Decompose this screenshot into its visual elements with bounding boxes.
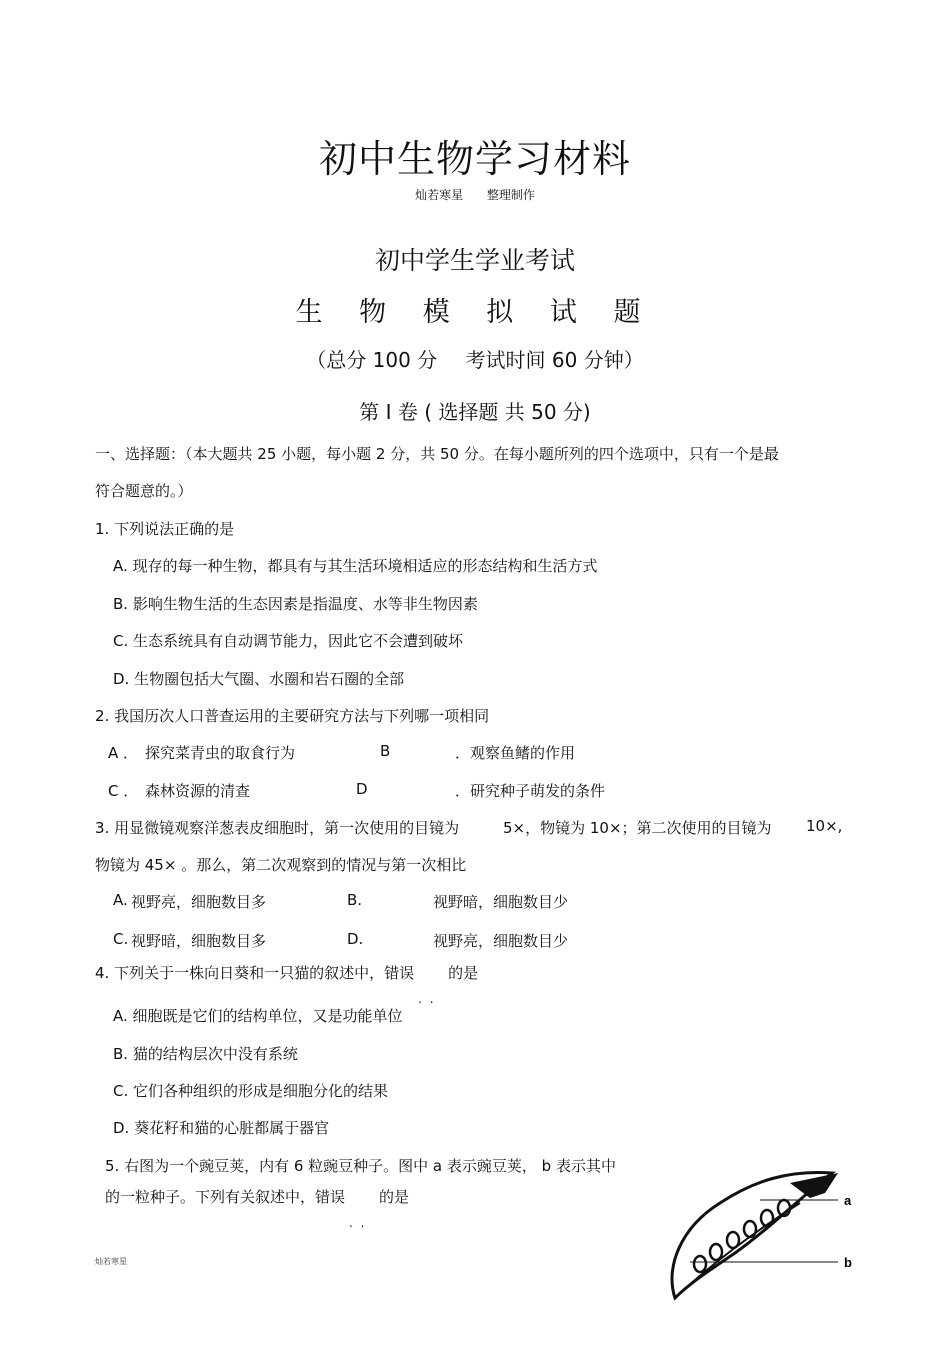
question-1-stem: 1. 下列说法正确的是 [95, 520, 235, 538]
section-title: 第 I 卷 ( 选择题 共 50 分) [359, 400, 591, 424]
question-3-option-b-text: 视野暗，细胞数目少 [433, 893, 569, 911]
question-5-stem-after: 的是 [379, 1188, 410, 1206]
pea-seed [727, 1232, 739, 1248]
question-4-option-d: D. 葵花籽和猫的心脏都属于器官 [113, 1119, 330, 1137]
question-1-option-b: B. 影响生物生活的生态因素是指温度、水等非生物因素 [113, 595, 478, 613]
question-3-option-d-text: 视野亮，细胞数目少 [433, 932, 569, 950]
exam-subject: 生 物 模 拟 试 题 [295, 297, 655, 328]
exam-name: 初中学生学业考试 [374, 246, 575, 275]
question-5-stem-line-2 [105, 1186, 409, 1207]
question-3-option-d-letter: D. [347, 930, 364, 948]
question-3-option-c-letter: C. [113, 930, 129, 948]
question-2-option-c-letter: C ． [108, 782, 139, 800]
pea-seed [744, 1221, 756, 1237]
question-3-option-c-text: 视野暗，细胞数目多 [131, 932, 267, 950]
question-4-stem-after: 的是 [448, 964, 479, 982]
question-2-option-a-letter: A ． [108, 744, 139, 762]
question-2-option-a-text: 探究菜青虫的取食行为 [145, 744, 296, 762]
pea-pod-tip [790, 1173, 838, 1198]
question-2-option-d-letter: D [356, 780, 368, 798]
question-1-option-d: D. 生物圈包括大气圈、水圈和岩石圈的全部 [113, 670, 405, 688]
pea-pod-figure [660, 1158, 860, 1308]
exam-total: （总分 100 分 [306, 348, 438, 372]
question-2-option-b-text: ．观察鱼鳍的作用 [455, 744, 576, 762]
question-3-option-a-letter: A. [113, 891, 128, 909]
document-title: 初中生物学习材料 [318, 137, 631, 181]
question-3-stem-part-3: 10×, [806, 817, 843, 835]
question-4-stem [95, 962, 478, 983]
label-a: a [844, 1193, 852, 1208]
question-1-option-a: A. 现存的每一种生物，都具有与其生活环境相适应的形态结构和生活方式 [113, 557, 598, 575]
question-3-stem-line-2: 物镜为 45× 。那么，第二次观察到的情况与第一次相比 [95, 856, 467, 874]
pea-seed [710, 1244, 722, 1260]
question-5-stem-line-1: 5. 右图为一个豌豆荚，内有 6 粒豌豆种子。图中 a 表示豌豆荚， b 表示其中 [105, 1157, 616, 1175]
author-role: 整理制作 [486, 188, 535, 202]
question-4-option-a: A. 细胞既是它们的结构单位，又是功能单位 [113, 1007, 403, 1025]
question-3-option-a-text: 视野亮，细胞数目多 [131, 893, 267, 911]
footer-text: 灿若寒星 [95, 1257, 127, 1266]
exam-info [0, 344, 950, 373]
question-3-stem-part-2: 5×，物镜为 10×；第二次使用的目镜为 [503, 819, 772, 837]
label-b: b [844, 1255, 852, 1270]
author-line [0, 186, 950, 203]
question-5-stem-before: 的一粒种子。下列有关叙述中，错误 [105, 1188, 346, 1206]
question-2-stem: 2. 我国历次人口普查运用的主要研究方法与下列哪一项相同 [95, 707, 490, 725]
question-3-option-b-letter: B. [347, 891, 363, 909]
question-2-option-d-text: ．研究种子萌发的条件 [455, 782, 606, 800]
question-1-option-c: C. 生态系统具有自动调节能力，因此它不会遭到破坏 [113, 632, 464, 650]
question-2-option-c-text: 森林资源的清查 [145, 782, 251, 800]
pea-seed [694, 1256, 706, 1272]
instructions-line-1: 一、选择题：（本大题共 25 小题，每小题 2 分，共 50 分。在每小题所列的四个选项中，只有一个是最 [95, 445, 779, 463]
question-4-option-c: C. 它们各种组织的形成是细胞分化的结果 [113, 1082, 389, 1100]
author-name: 灿若寒星 [415, 188, 464, 202]
question-3-stem-part-1: 3. 用显微镜观察洋葱表皮细胞时，第一次使用的目镜为 [95, 819, 460, 837]
question-4-stem-before: 4. 下列关于一株向日葵和一只猫的叙述中，错误 [95, 964, 415, 982]
exam-time: 考试时间 60 分钟） [465, 348, 644, 372]
instructions-line-2: 符合题意的。） [95, 482, 193, 500]
question-4-option-b: B. 猫的结构层次中没有系统 [113, 1045, 298, 1063]
question-2-option-b-letter: B [380, 742, 391, 760]
